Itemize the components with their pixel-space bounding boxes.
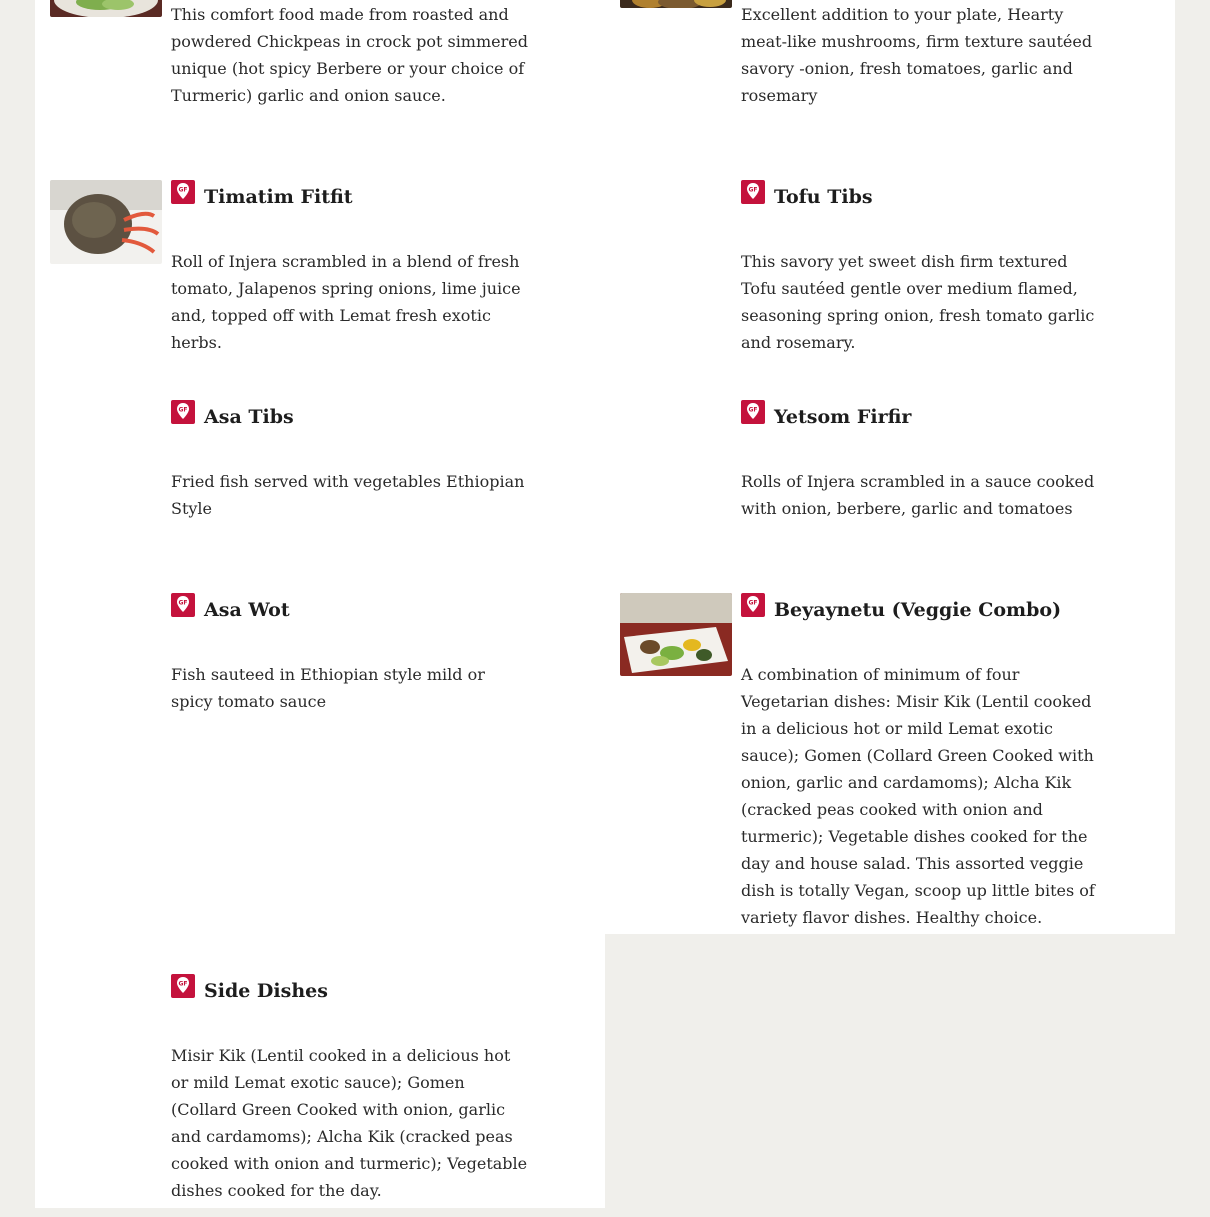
dish-photo-beyaynetu[interactable] bbox=[620, 593, 732, 676]
dish-description: Rolls of Injera scrambled in a sauce cooked with onion, berbere, garlic and tomatoes bbox=[741, 472, 1095, 518]
gluten-free-pin-icon bbox=[741, 400, 765, 424]
svg-text:GF: GF bbox=[748, 406, 758, 414]
gluten-free-pin-icon bbox=[741, 593, 765, 617]
svg-text:GF: GF bbox=[178, 186, 188, 194]
gluten-free-pin-icon bbox=[171, 400, 195, 424]
dish-description: Excellent addition to your plate, Hearty meat-like mushrooms, firm texture sautéed savory -onion, fresh tomatoes, garlic and rosemary bbox=[741, 5, 1093, 105]
dish-photo-chickpea[interactable] bbox=[50, 0, 162, 17]
dish-description: Fish sauteed in Ethiopian style mild or spicy tomato sauce bbox=[171, 665, 485, 711]
dish-title: Beyaynetu (Veggie Combo) bbox=[774, 599, 1062, 621]
gluten-free-pin-icon bbox=[171, 593, 195, 617]
dish-photo-timatim-fitfit[interactable] bbox=[50, 180, 162, 264]
svg-text:GF: GF bbox=[748, 599, 758, 607]
svg-text:GF: GF bbox=[748, 186, 758, 194]
svg-text:GF: GF bbox=[178, 406, 188, 414]
dish-description: Misir Kik (Lentil cooked in a delicious hot or mild Lemat exotic sauce); Gomen (Collard Green Cooked with onion, garlic and cardamoms); Alcha Kik (cracked peas cooked with onion and turmeric); Vegetable dishes cooked for the day. bbox=[171, 1046, 528, 1200]
svg-text:GF: GF bbox=[178, 980, 188, 988]
dish-photo-mushroom[interactable] bbox=[620, 0, 732, 8]
dish-title: Tofu Tibs bbox=[774, 186, 873, 208]
dish-description: This comfort food made from roasted and powdered Chickpeas in crock pot simmered unique (hot spicy Berbere or your choice of Turmeric) garlic and onion sauce. bbox=[171, 5, 528, 105]
gluten-free-pin-icon bbox=[171, 974, 195, 998]
dish-title: Yetsom Firfir bbox=[774, 406, 912, 428]
dish-description: Fried fish served with vegetables Ethiopian Style bbox=[171, 472, 525, 518]
dish-title: Timatim Fitfit bbox=[204, 186, 353, 208]
dish-title: Asa Tibs bbox=[204, 406, 294, 428]
gluten-free-pin-icon bbox=[171, 180, 195, 204]
dish-description: Roll of Injera scrambled in a blend of fresh tomato, Jalapenos spring onions, lime juice and, topped off with Lemat fresh exotic herbs. bbox=[171, 252, 521, 352]
svg-text:GF: GF bbox=[178, 599, 188, 607]
gluten-free-pin-icon bbox=[741, 180, 765, 204]
dish-title: Side Dishes bbox=[204, 980, 328, 1002]
dish-description: This savory yet sweet dish firm textured Tofu sautéed gentle over medium flamed, seasoning spring onion, fresh tomato garlic and rosemary. bbox=[741, 252, 1095, 352]
dish-title: Asa Wot bbox=[204, 599, 290, 621]
dish-description: A combination of minimum of four Vegetarian dishes: Misir Kik (Lentil cooked in a delicious hot or mild Lemat exotic sauce); Gomen (Collard Green Cooked with onion, garlic and cardamoms); Alcha Kik (cracked peas cooked with onion and turmeric); Vegetable dishes cooked for the day and house salad. This assorted veggie dish is totally Vegan, scoop up little bites of variety flavor dishes. Healthy choice. bbox=[741, 665, 1095, 927]
